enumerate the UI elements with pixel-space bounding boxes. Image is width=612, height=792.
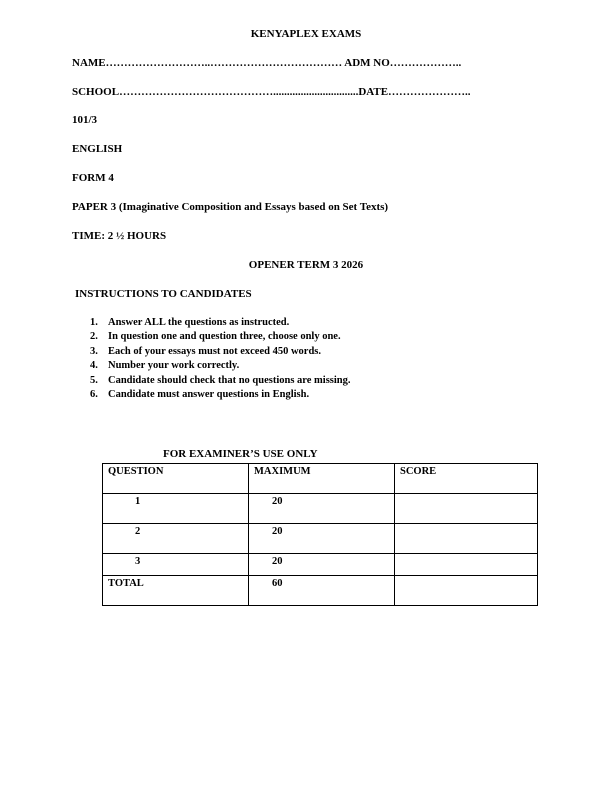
- instruction-item: [90, 330, 351, 344]
- table-row: [103, 494, 538, 524]
- table-row: [103, 524, 538, 554]
- instruction-item: [90, 316, 351, 330]
- paper-title: PAPER 3 (Imaginative Composition and Essays based on Set Texts): [72, 201, 389, 213]
- total-maximum-cell: [249, 576, 395, 606]
- score-cell: [395, 524, 538, 554]
- form-level: FORM 4: [72, 172, 114, 184]
- question-number: 1: [135, 496, 141, 507]
- paper-code: 101/3: [72, 114, 98, 126]
- instruction-text: Number your work correctly.: [108, 360, 240, 372]
- total-label-cell: TOTAL: [103, 576, 249, 606]
- header-maximum: MAXIMUM: [249, 464, 395, 494]
- instruction-text: Candidate must answer questions in English.: [108, 388, 310, 400]
- maximum-cell: [249, 524, 395, 554]
- instruction-number: 4.: [90, 360, 98, 372]
- question-cell: [103, 524, 249, 554]
- term-label: OPENER TERM 3 2026: [248, 259, 364, 271]
- maximum-cell: [249, 494, 395, 524]
- score-cell: [395, 554, 538, 576]
- school-date-line: SCHOOL……………………………………...............................DATE…………………..: [72, 86, 471, 98]
- maximum-marks: 20: [272, 496, 283, 507]
- score-cell: [395, 494, 538, 524]
- maximum-marks: 20: [272, 556, 283, 567]
- table-header-row: [103, 464, 538, 494]
- total-score-cell: [395, 576, 538, 606]
- instructions-list: [90, 316, 351, 402]
- instruction-item: [90, 345, 351, 359]
- instruction-text: Candidate should check that no questions are missing.: [108, 374, 351, 386]
- maximum-marks: 20: [272, 526, 283, 537]
- instruction-number: 2.: [90, 331, 98, 343]
- question-cell: [103, 494, 249, 524]
- header-question: QUESTION: [103, 464, 249, 494]
- instruction-text: Each of your essays must not exceed 450 words.: [108, 345, 322, 357]
- table-row: [103, 554, 538, 576]
- instruction-number: 1.: [90, 317, 98, 328]
- time-allowed: TIME: 2 ½ HOURS: [72, 230, 167, 242]
- instructions-heading: INSTRUCTIONS TO CANDIDATES: [75, 288, 252, 300]
- instruction-text: In question one and question three, choose only one.: [108, 331, 341, 343]
- maximum-cell: [249, 554, 395, 576]
- instruction-item: [90, 388, 351, 402]
- exam-title: KENYAPLEX EXAMS: [250, 28, 362, 40]
- table-total-row: [103, 576, 538, 606]
- name-adm-line: NAME………………………..……………………………… ADM NO………………..: [72, 57, 462, 69]
- question-number: 2: [135, 526, 141, 537]
- question-number: 3: [135, 556, 141, 567]
- instruction-item: [90, 359, 351, 373]
- examiner-score-table: [102, 463, 538, 606]
- total-maximum-marks: 60: [272, 578, 283, 589]
- instruction-text: Answer ALL the questions as instructed.: [108, 317, 290, 328]
- question-cell: [103, 554, 249, 576]
- subject: ENGLISH: [72, 143, 123, 155]
- header-score: SCORE: [395, 464, 538, 494]
- instruction-number: 5.: [90, 374, 98, 386]
- instruction-number: 3.: [90, 345, 98, 357]
- examiner-table-caption: FOR EXAMINER’S USE ONLY: [163, 448, 318, 460]
- instruction-item: [90, 374, 351, 388]
- instruction-number: 6.: [90, 388, 98, 400]
